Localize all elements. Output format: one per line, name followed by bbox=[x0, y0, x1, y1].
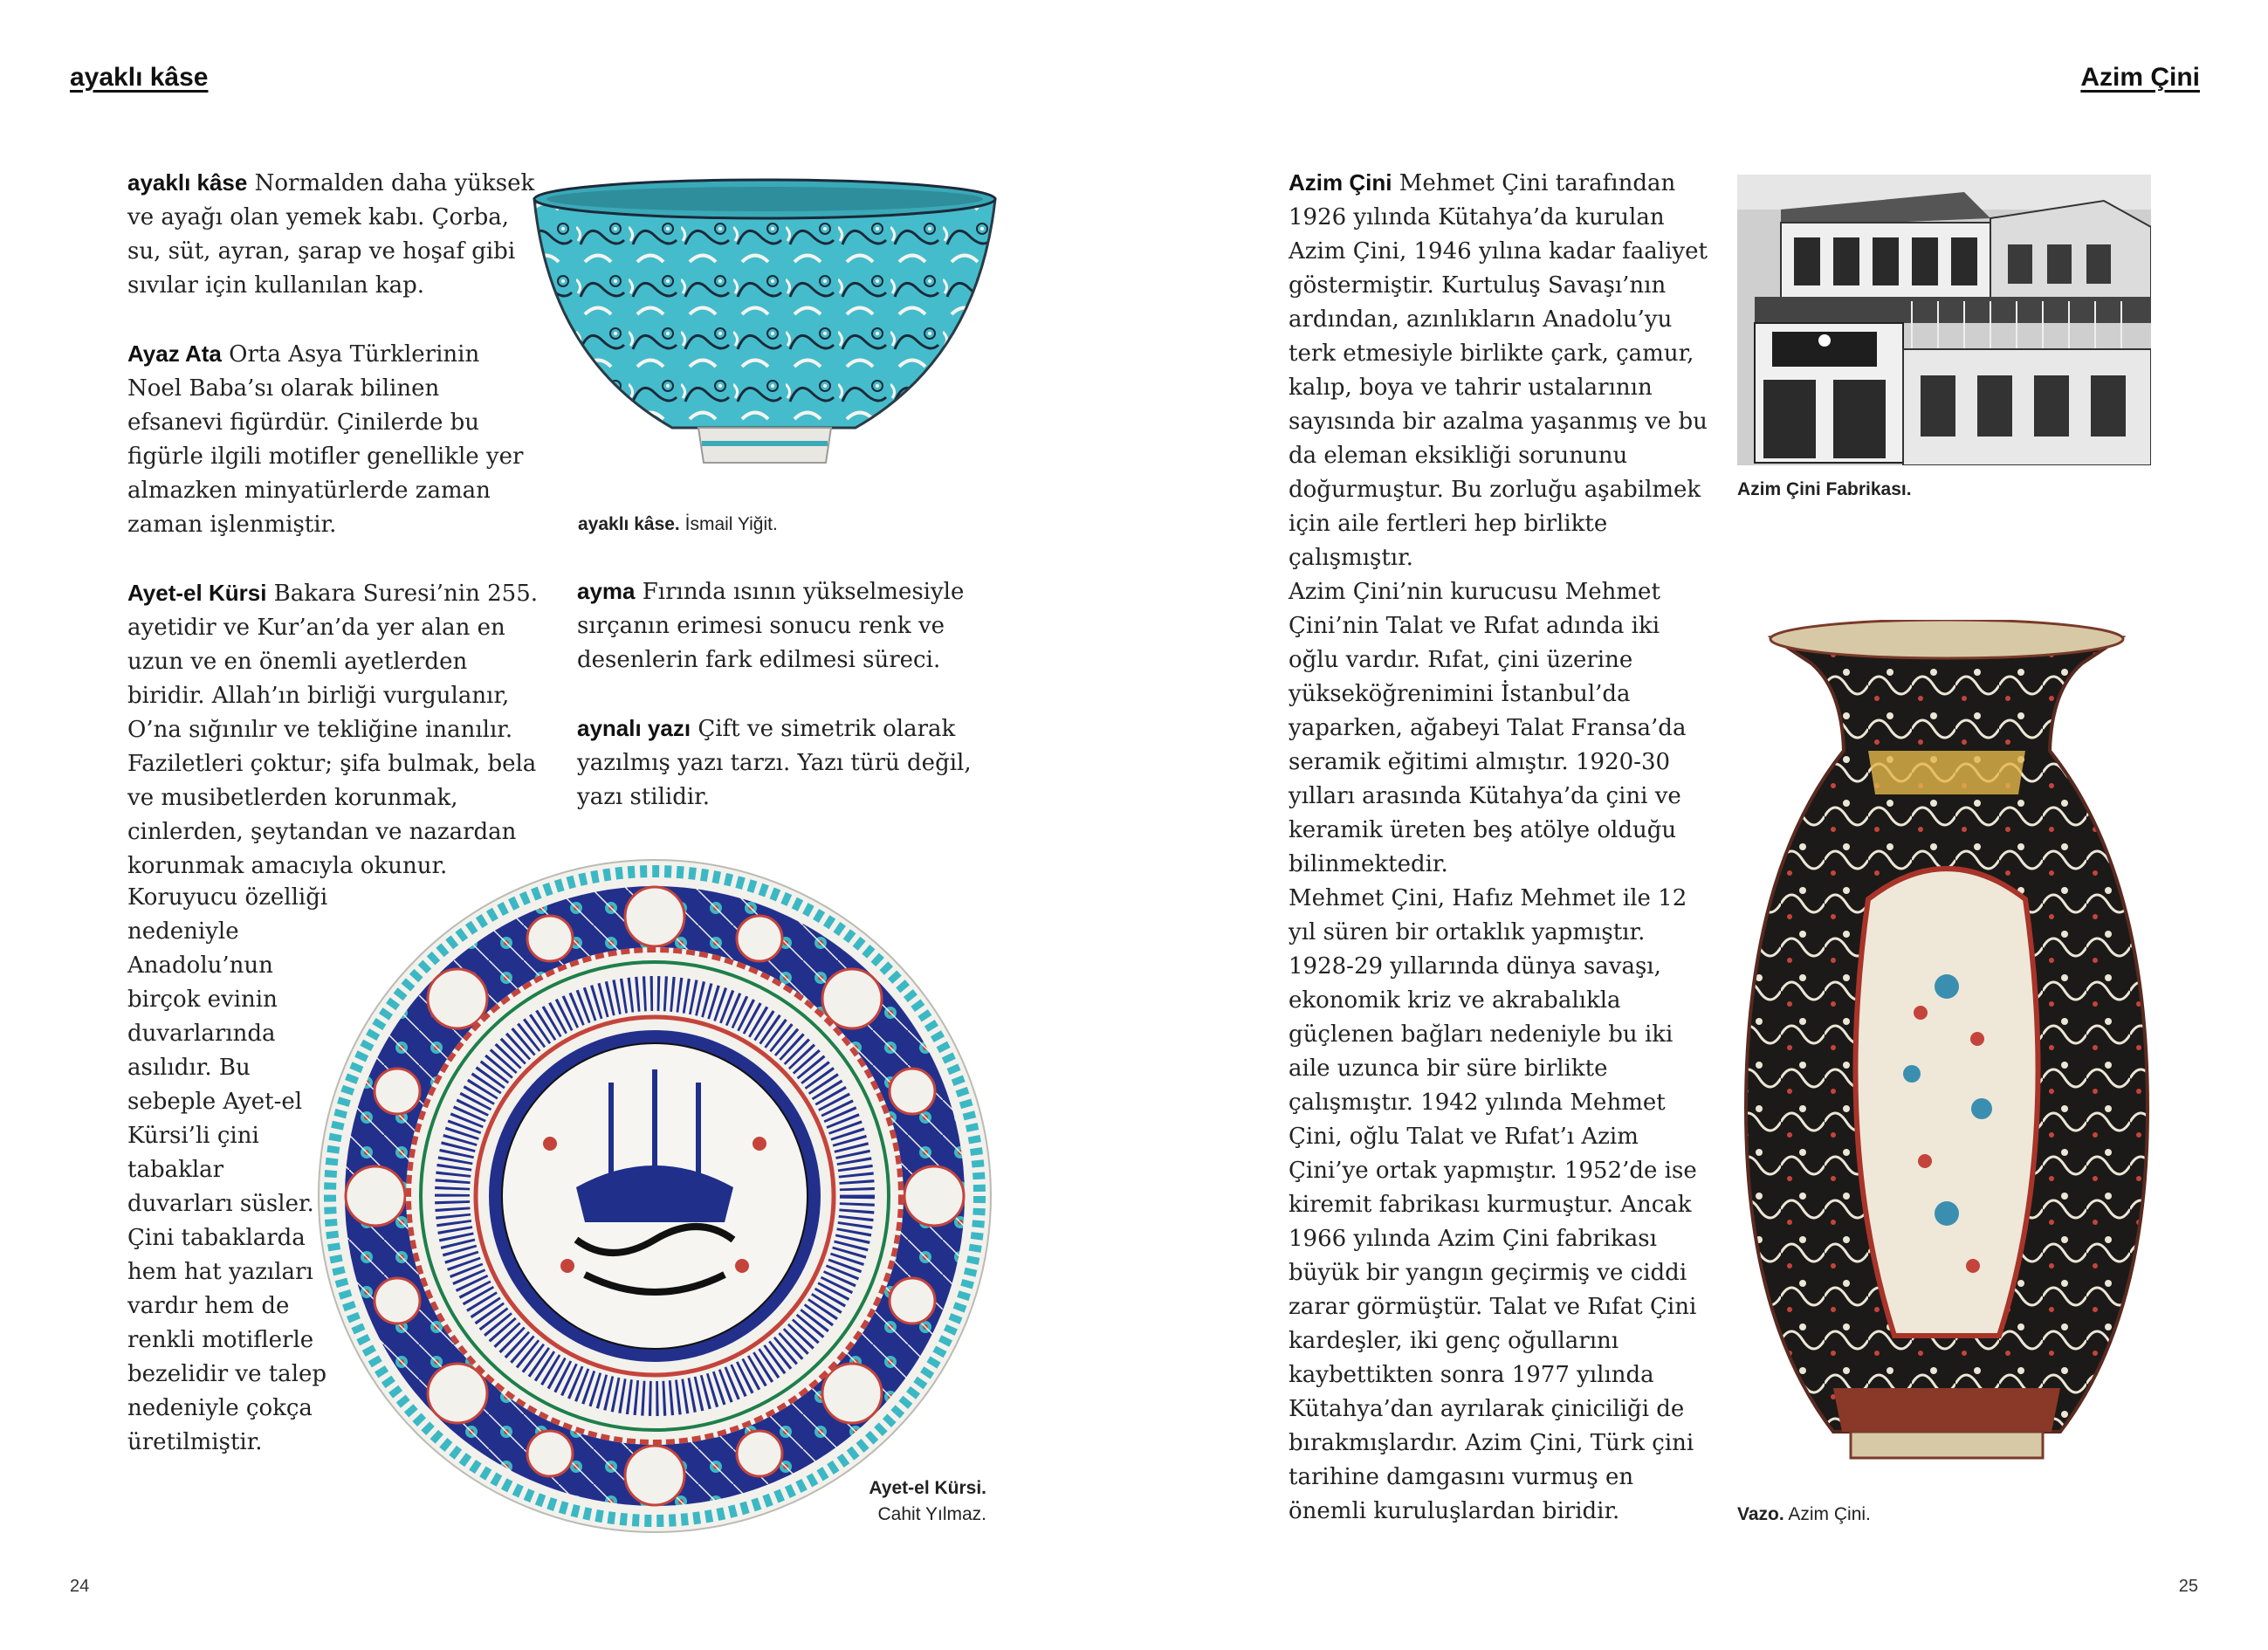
entry-term: Azim Çini bbox=[1289, 169, 1392, 196]
entry-ayet-el-kursi-continuation: Koruyucu özelliği nedeniyle Anadolu’nun birçok evinin duvarlarında asılıdır. Bu sebeple Ayet-el Kürsi’li çini tabaklar duvarları süsler. Çini tabaklarda hem hat yazıları vardır hem de renkli motiflerle bezelidir ve talep nedeniyle çokça üretilmiştir. bbox=[127, 884, 328, 1455]
entry-ayaz-ata bbox=[127, 337, 538, 542]
factory-photo bbox=[1737, 175, 2151, 465]
caption-title: Vazo. bbox=[1737, 1504, 1784, 1524]
caption-credit: Azim Çini. bbox=[1783, 1504, 1871, 1524]
page-number-left: 24 bbox=[70, 1577, 90, 1596]
left-column-1 bbox=[127, 166, 538, 883]
entry-term: Ayet-el Kürsi bbox=[127, 580, 267, 606]
entry-text: Orta Asya Türklerinin Noel Baba’sı olarak bilinen efsanevi figürdür. Çinilerde bu figürle ilgili motifler genellikle yer almazken minyatürlerde zaman zaman işlenmiştir. bbox=[127, 341, 524, 538]
running-head-left: ayaklı kâse bbox=[70, 63, 209, 92]
caption-credit: Cahit Yılmaz. bbox=[877, 1504, 986, 1524]
caption-title: Azim Çini Fabrikası. bbox=[1737, 479, 1912, 499]
entry-azim-cini-paragraph-1 bbox=[1289, 166, 1716, 575]
vase-caption bbox=[1737, 1502, 1871, 1528]
entry-term: aynalı yazı bbox=[577, 715, 691, 741]
factory-photo-caption bbox=[1737, 477, 1912, 503]
entry-ayet-el-kursi bbox=[127, 576, 538, 883]
entry-azim-cini-paragraph-3: Mehmet Çini, Hafız Mehmet ile 12 yıl süren bir ortaklık yapmıştır. 1928-29 yıllarında dünya savaşı, ekonomik kriz ve akrabalıkla güçlenen bağları nedeniyle bu iki aile uzunca bir süre birlikte çalışmıştır. 1942 yılında Mehmet Çini, oğlu Talat ve Rıfat’ı Azim Çini’ye ortak yapmıştır. 1952’de ise kiremit fabrikası kurmuştur. Ancak 1966 yılında Azim Çini fabrikası büyük bir yangın geçirmiş ve ciddi zarar görmüştür. Talat ve Rıfat Çini kardeşler, iki genç oğullarını kaybettikten sonra 1977 yılında Kütahya’dan ayrılarak çiniciliği de bırakmışlardır. Azim Çini, Türk çini tarihine damgasını vurmuş en önemli kuruluşlardan biridir. bbox=[1289, 885, 1697, 1524]
entry-text: Mehmet Çini tarafından 1926 yılında Kütahya’da kurulan Azim Çini, 1946 yılına kadar faaliyet göstermiştir. Kurtuluş Savaşı’nın ardından, azınlıkların Anadolu’yu terk etmesiyle birlikte çark, çamur, kalıp, boya ve tahrir ustalarının sayısında bir azalma yaşanmış ve bu da eleman eksikliği sorununu doğurmuştur. Bu zorluğu aşabilmek için aile fertleri hep birlikte çalışmıştır. bbox=[1289, 170, 1708, 571]
ayet-el-kursi-plate-image bbox=[314, 856, 995, 1537]
caption-credit: İsmail Yiğit. bbox=[679, 514, 778, 534]
entry-text: Fırında ısının yükselmesiyle sırçanın erimesi sonucu renk ve desenlerin fark edilmesi süreci. bbox=[577, 579, 965, 673]
entry-text: Çift ve simetrik olarak yazılmış yazı tarzı. Yazı türü değil, yazı stilidir. bbox=[577, 716, 972, 810]
entry-ayakli-kase bbox=[127, 166, 538, 303]
plate-caption bbox=[833, 1475, 986, 1528]
footed-bowl-image bbox=[524, 166, 1004, 498]
entry-term: Ayaz Ata bbox=[127, 340, 222, 367]
running-head-right: Azim Çini bbox=[2080, 63, 2200, 92]
caption-title: Ayet-el Kürsi. bbox=[869, 1478, 986, 1498]
caption-title: ayaklı kâse. bbox=[578, 514, 680, 534]
entry-aynali-yazi bbox=[577, 712, 987, 815]
left-column-1-continuation bbox=[127, 881, 330, 1460]
entry-azim-cini-paragraph-2: Azim Çini’nin kurucusu Mehmet Çini’nin Talat ve Rıfat adında iki oğlu vardır. Rıfat, çini üzerine yükseköğrenimini İstanbul’da yaparken, ağabeyi Talat Fransa’da seramik eğitimi almıştır. 1920-30 yılları arasında Kütahya’da çini ve keramik üreten beş atölye olduğu bilinmektedir. bbox=[1289, 579, 1687, 877]
entry-ayma bbox=[577, 574, 987, 677]
entry-text: Bakara Suresi’nin 255. ayetidir ve Kur’an’da yer alan en uzun ve en önemli ayetlerden biridir. Allah’ın birliği vurgulanır, O’na sığınılır ve tekliğine inanılır. Faziletleri çoktur; şifa bulmak, bela ve musibetlerden korunmak, cinlerden, şeytandan ve nazardan korunmak amacıyla okunur. bbox=[127, 581, 538, 879]
page-number-right: 25 bbox=[2178, 1577, 2198, 1596]
entry-term: ayaklı kâse bbox=[127, 169, 248, 196]
entry-text: Normalden daha yüksek ve ayağı olan yemek kabı. Çorba, su, süt, ayran, şarap ve hoşaf gibi sıvılar için kullanılan kap. bbox=[127, 170, 535, 299]
right-column-text bbox=[1289, 166, 1716, 1529]
vase-image bbox=[1737, 620, 2156, 1475]
left-column-2 bbox=[577, 574, 987, 815]
entry-term: ayma bbox=[577, 578, 636, 604]
bowl-caption bbox=[578, 512, 778, 538]
